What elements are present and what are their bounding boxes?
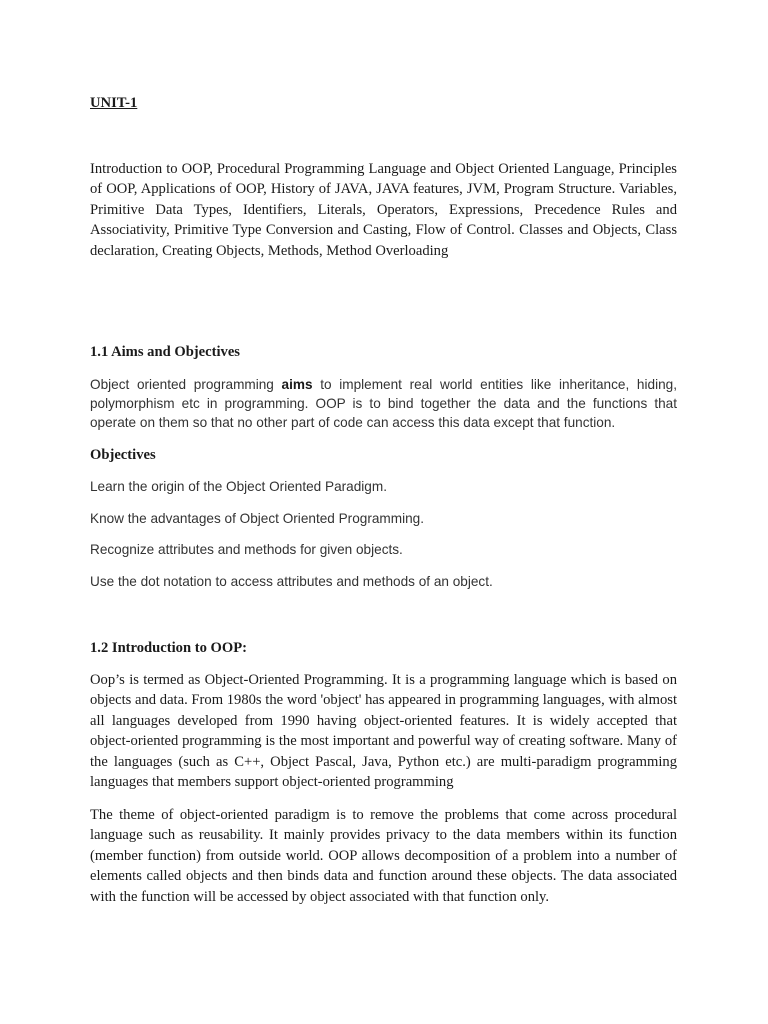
topics-paragraph: Introduction to OOP, Procedural Programming Language and Object Oriented Language, Principles of OOP, Applications of OOP, History of JAVA, JAVA features, JVM, Program Structure. Variables, Primitive Data Types, Identifiers, Literals, Operators, Expressions, Precedence Rules and Associativity, Primitive Type Conversion and Casting, Flow of Control. Classes and Objects, Class declaration, Creating Objects, Methods, Method Overloading [90, 161, 677, 259]
section-heading-intro: 1.2 Introduction to OOP: [90, 640, 248, 656]
aims-text-after: to implement real world entities like inheritance, hiding, polymorphism etc in programming. OOP is to bind together the data and the functions that operate on them so that no other part of code can access this data except that function. [90, 377, 677, 430]
unit-title: UNIT-1 [90, 95, 138, 111]
aims-text-before: Object oriented programming [90, 377, 282, 392]
aims-paragraph [90, 375, 677, 432]
objective-item: Use the dot notation to access attributes and methods of an object. [90, 574, 493, 589]
aims-bold-word: aims [281, 377, 313, 392]
intro-paragraph-1: Oop’s is termed as Object-Oriented Programming. It is a programming language which is based on objects and data. From 1980s the word 'object' has appeared in programming languages, with almost all languages developed from 1990 having object-oriented features. It is widely accepted that object-oriented programming is the most important and powerful way of creating software. Many of the languages (such as C++, Object Pascal, Java, Python etc.) are multi-paradigm programming languages that members support object-oriented programming [90, 672, 677, 791]
objective-item: Know the advantages of Object Oriented Programming. [90, 511, 424, 526]
section-heading-aims: 1.1 Aims and Objectives [90, 344, 240, 360]
objectives-heading: Objectives [90, 447, 156, 463]
objective-item: Recognize attributes and methods for given objects. [90, 542, 403, 557]
intro-paragraph-2: The theme of object-oriented paradigm is to remove the problems that come across procedural language such as reusability. It mainly provides privacy to the data members within its function (member function) from outside world. OOP allows decomposition of a problem into a number of elements called objects and then binds data and function around these objects. The data associated with the function will be accessed by object associated with that function only. [90, 807, 677, 905]
objective-item: Learn the origin of the Object Oriented Paradigm. [90, 479, 387, 494]
